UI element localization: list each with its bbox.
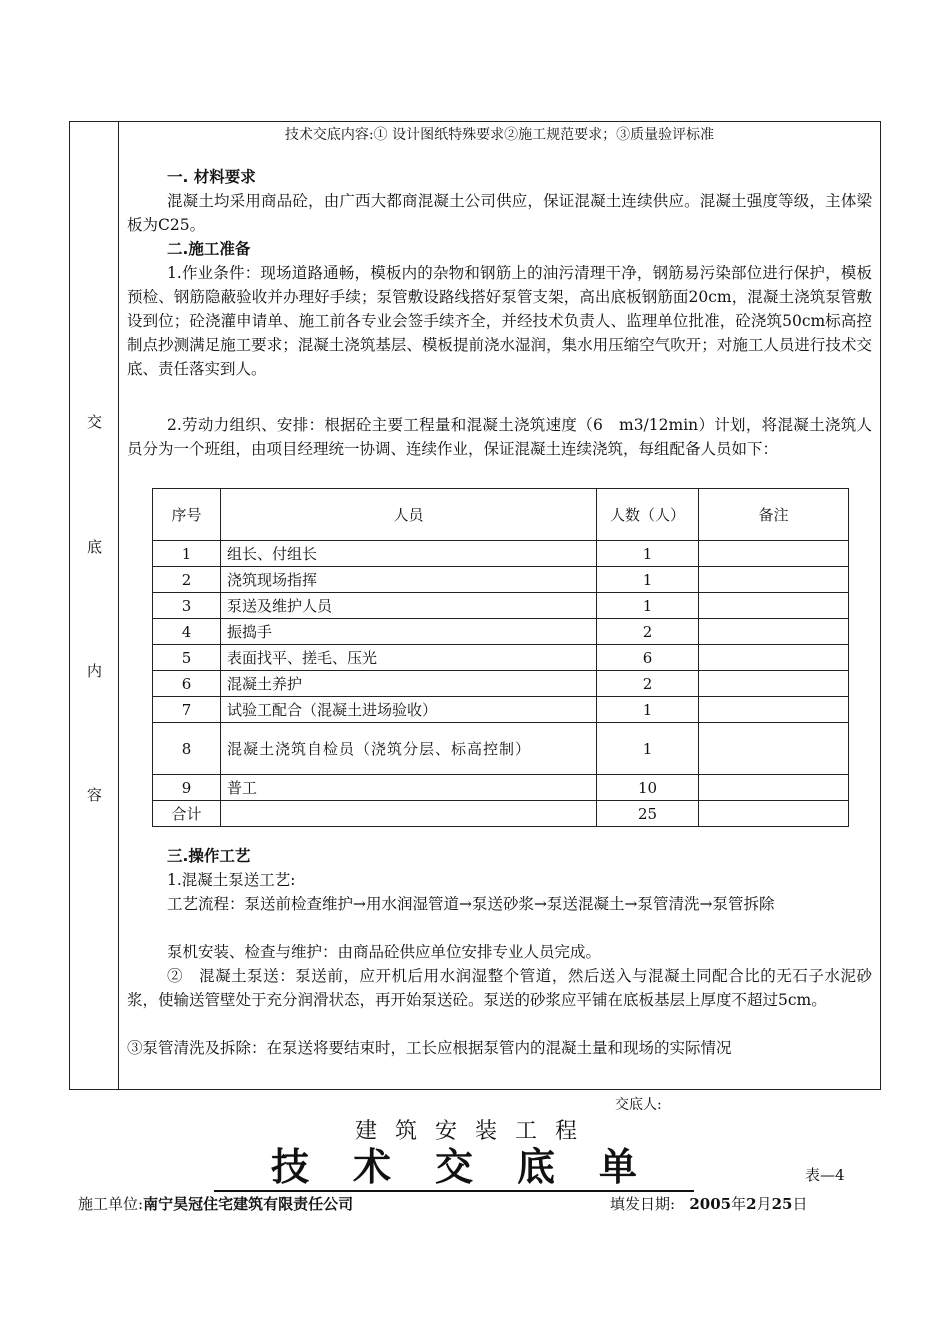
year-char: 年 bbox=[731, 1195, 747, 1213]
unit-name: 南宁昊冠住宅建筑有限责任公司 bbox=[143, 1195, 354, 1213]
row-number: 1 bbox=[153, 541, 221, 567]
date-label: 填发日期: bbox=[610, 1195, 676, 1213]
unit-label: 施工单位: bbox=[78, 1195, 144, 1213]
section-text: ③泵管清洗及拆除：在泵送将要结束时，工长应根据泵管内的混凝土量和现场的实际情况 bbox=[127, 1039, 732, 1057]
row-role: 混凝土养护 bbox=[221, 671, 597, 697]
table-row bbox=[153, 619, 849, 645]
row-role: 组长、付组长 bbox=[221, 541, 597, 567]
section-title: 一. 材料要求 bbox=[167, 168, 256, 186]
row-role: 泵送及维护人员 bbox=[221, 593, 597, 619]
row-role: 表面找平、搓毛、压光 bbox=[221, 645, 597, 671]
footer-unit bbox=[78, 1193, 353, 1214]
table-row bbox=[153, 541, 849, 567]
date-day: 25 bbox=[771, 1195, 793, 1213]
row-count: 2 bbox=[597, 671, 699, 697]
footer-date bbox=[610, 1193, 807, 1214]
disclosure-frame bbox=[69, 121, 881, 1090]
row-number: 9 bbox=[153, 775, 221, 801]
section-text: 2.劳动力组织、安排：根据砼主要工程量和混凝土浇筑速度（6 m3/12min）计划，将混凝土浇筑人员分为一个班组，由项目经理统一协调、连续作业，保证混凝土连续浇筑，每组配备人员如下： bbox=[127, 416, 872, 458]
section-text: 1.作业条件：现场道路通畅，模板内的杂物和钢筋上的油污清理干净，钢筋易污染部位进行保护，模板预检、钢筋隐蔽验收并办理好手续；泵管敷设路线搭好泵管支架，高出底板钢筋面20cm，混凝土浇筑泵管敷设到位；砼浇灌申请单、施工前各专业会签手续齐全，并经技术负责人、监理单位批准，砼浇筑50cm标高控制点抄测满足施工要求；混凝土浇筑基层、模板提前浇水湿润，集水用压缩空气吹开；对施工人员进行技术交底、责任落实到人。 bbox=[127, 264, 872, 378]
column-header: 人数（人） bbox=[597, 489, 699, 541]
date-year: 2005 bbox=[689, 1195, 732, 1213]
section-text: ② 混凝土泵送：泵送前，应开机后用水润湿整个管道，然后送入与混凝土同配合比的无石子水泥砂浆，使输送管壁处于充分润滑状态，再开始泵送砼。泵送的砂浆应平铺在底板基层上厚度不超过5cm。 bbox=[127, 967, 872, 1009]
section-text: 泵机安装、检查与维护：由商品砼供应单位安排专业人员完成。 bbox=[167, 943, 602, 961]
column-header: 备注 bbox=[699, 489, 849, 541]
row-role: 试验工配合（混凝土进场验收） bbox=[221, 697, 597, 723]
row-count: 1 bbox=[597, 723, 699, 775]
table-row bbox=[153, 645, 849, 671]
row-count: 1 bbox=[597, 541, 699, 567]
total-note bbox=[699, 801, 849, 827]
date-month: 2 bbox=[746, 1195, 757, 1213]
month-char: 月 bbox=[756, 1195, 772, 1213]
total-label: 合计 bbox=[153, 801, 221, 827]
row-role: 浇筑现场指挥 bbox=[221, 567, 597, 593]
form-title-small: 建筑安装工程 bbox=[354, 1119, 595, 1144]
row-count: 1 bbox=[597, 593, 699, 619]
row-count: 6 bbox=[597, 645, 699, 671]
row-count: 1 bbox=[597, 567, 699, 593]
day-char: 日 bbox=[792, 1195, 808, 1213]
row-note bbox=[699, 593, 849, 619]
row-note bbox=[699, 723, 849, 775]
table-row bbox=[153, 567, 849, 593]
form-number: 表—4 bbox=[805, 1166, 845, 1184]
row-number: 4 bbox=[153, 619, 221, 645]
row-count: 2 bbox=[597, 619, 699, 645]
section-title: 二.施工准备 bbox=[167, 240, 251, 258]
row-note bbox=[699, 671, 849, 697]
row-note bbox=[699, 541, 849, 567]
section-text: 工艺流程：泵送前检查维护→用水润湿管道→泵送砂浆→泵送混凝土→泵管清洗→泵管拆除 bbox=[167, 895, 775, 913]
table-row bbox=[153, 671, 849, 697]
discloser-label: 交底人: bbox=[615, 1097, 662, 1113]
side-label: 交 bbox=[86, 413, 102, 431]
row-role: 振捣手 bbox=[221, 619, 597, 645]
side-label-column bbox=[70, 122, 119, 1089]
table-total-row bbox=[153, 801, 849, 827]
column-header: 人员 bbox=[221, 489, 597, 541]
section-title: 三.操作工艺 bbox=[167, 847, 251, 865]
row-number: 8 bbox=[153, 723, 221, 775]
table-row bbox=[153, 723, 849, 775]
table-row bbox=[153, 697, 849, 723]
row-number: 3 bbox=[153, 593, 221, 619]
row-note bbox=[699, 775, 849, 801]
total-blank bbox=[221, 801, 597, 827]
row-number: 6 bbox=[153, 671, 221, 697]
side-label: 容 bbox=[86, 786, 102, 804]
row-role: 混凝土浇筑自检员（浇筑分层、标高控制） bbox=[221, 723, 597, 775]
side-label: 内 bbox=[86, 662, 102, 680]
row-note bbox=[699, 697, 849, 723]
row-number: 2 bbox=[153, 567, 221, 593]
row-count: 1 bbox=[597, 697, 699, 723]
row-note bbox=[699, 619, 849, 645]
row-number: 7 bbox=[153, 697, 221, 723]
form-title-big: 技术交底单 bbox=[214, 1144, 694, 1192]
row-note bbox=[699, 645, 849, 671]
disclosure-content bbox=[119, 122, 880, 1089]
table-row bbox=[153, 593, 849, 619]
table-header-row bbox=[153, 489, 849, 541]
table-row bbox=[153, 775, 849, 801]
row-role: 普工 bbox=[221, 775, 597, 801]
row-number: 5 bbox=[153, 645, 221, 671]
total-count: 25 bbox=[597, 801, 699, 827]
side-label: 底 bbox=[86, 538, 102, 556]
row-count: 10 bbox=[597, 775, 699, 801]
row-note bbox=[699, 567, 849, 593]
section-subtitle: 1.混凝土泵送工艺: bbox=[167, 871, 296, 889]
section-text: 混凝土均采用商品砼，由广西大都商混凝土公司供应，保证混凝土连续供应。混凝土强度等级，主体梁板为C25。 bbox=[127, 192, 872, 234]
header-line: 技术交底内容:① 设计图纸特殊要求②施工规范要求；③质量验评标准 bbox=[284, 127, 715, 143]
staff-table bbox=[152, 488, 849, 827]
column-header: 序号 bbox=[153, 489, 221, 541]
